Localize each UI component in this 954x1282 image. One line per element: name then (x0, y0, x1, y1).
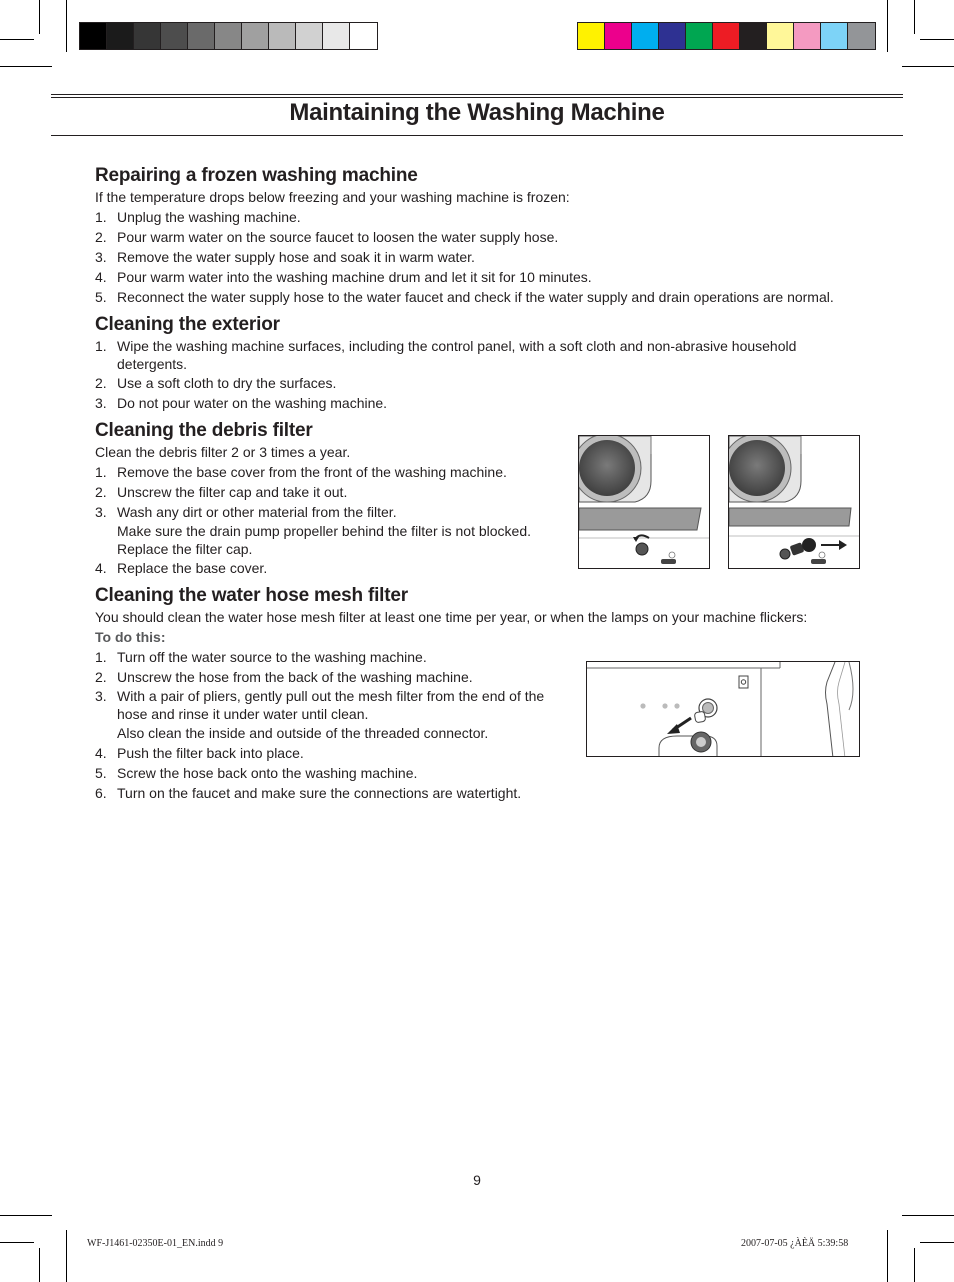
color-swatch (659, 23, 686, 49)
list-item (95, 482, 565, 502)
section-debris (95, 419, 565, 578)
step-text: With a pair of pliers, gently pull out the mesh filter from the end of the hose and rinse it under water until clean. (117, 688, 545, 722)
color-swatch (605, 23, 632, 49)
step-number: 4. (95, 269, 107, 285)
list-item (95, 267, 865, 287)
step-text: Pour warm water into the washing machine drum and let it sit for 10 minutes. (117, 269, 592, 285)
color-swatch (578, 23, 605, 49)
step-number: 2. (95, 669, 107, 685)
list-item (95, 763, 570, 783)
step-number: 2. (95, 484, 107, 500)
crop-mark (39, 0, 40, 34)
section-intro: Clean the debris filter 2 or 3 times a year. (95, 444, 351, 460)
crop-mark (887, 0, 888, 52)
section-heading: Cleaning the exterior (95, 314, 280, 335)
step-text: Unplug the washing machine. (117, 209, 301, 225)
section-exterior (95, 313, 865, 413)
color-swatch (323, 23, 350, 49)
section-intro: You should clean the water hose mesh filter at least one time per year, or when the lamps on your machine flickers: (95, 609, 808, 625)
step-text: Turn off the water source to the washing machine. (117, 649, 427, 665)
debris-filter-illustration-remove (728, 435, 860, 569)
step-text: Reconnect the water supply hose to the water faucet and check if the water supply and drain operations are normal. (117, 289, 834, 305)
crop-mark (887, 1230, 888, 1282)
color-calibration-bar (577, 22, 876, 50)
step-text: Unscrew the hose from the back of the washing machine. (117, 669, 473, 685)
steps-list (95, 207, 865, 307)
step-number: 1. (95, 464, 107, 480)
step-number: 5. (95, 765, 107, 781)
step-number: 4. (95, 560, 107, 576)
list-item (95, 227, 865, 247)
hose-connector-illustration (587, 662, 860, 757)
crop-mark (0, 66, 52, 67)
crop-mark (0, 1242, 34, 1243)
step-text: Wash any dirt or other material from the filter. (117, 504, 397, 520)
step-text: Do not pour water on the washing machine. (117, 395, 388, 411)
footer-timestamp: 2007-07-05 ¿ÀÈÄ 5:39:58 (741, 1238, 849, 1249)
title-rule-bottom (51, 135, 903, 136)
color-swatch (686, 23, 713, 49)
grayscale-calibration-bar (79, 22, 378, 50)
list-item (95, 373, 865, 393)
list-item (95, 687, 570, 743)
list-item (95, 558, 565, 578)
color-swatch (80, 23, 107, 49)
step-number: 5. (95, 289, 107, 305)
step-text: Push the filter back into place. (117, 745, 304, 761)
crop-mark (920, 39, 954, 40)
list-item (95, 393, 865, 413)
list-item (95, 743, 570, 763)
list-item (95, 667, 570, 687)
list-item (95, 502, 565, 558)
washing-machine-illustration (579, 436, 710, 569)
debris-filter-illustration-unscrew (578, 435, 710, 569)
color-swatch (632, 23, 659, 49)
step-number: 6. (95, 785, 107, 801)
color-swatch (821, 23, 848, 49)
step-number: 3. (95, 249, 107, 265)
list-item (95, 783, 570, 803)
step-number: 1. (95, 338, 107, 354)
crop-mark (902, 66, 954, 67)
steps-list (95, 647, 570, 803)
crop-mark (0, 39, 34, 40)
crop-mark (914, 0, 915, 34)
color-swatch (215, 23, 242, 49)
step-text: Screw the hose back onto the washing machine. (117, 765, 418, 781)
steps-list (95, 337, 865, 413)
step-text: Wipe the washing machine surfaces, including the control panel, with a soft cloth and non-abrasive household detergents. (117, 338, 797, 372)
step-note: Also clean the inside and outside of the threaded connector. (117, 725, 489, 741)
list-item (95, 247, 865, 267)
color-swatch (296, 23, 323, 49)
color-swatch (188, 23, 215, 49)
step-number: 4. (95, 745, 107, 761)
todo-label: To do this: (95, 629, 166, 645)
color-swatch (794, 23, 821, 49)
color-swatch (242, 23, 269, 49)
step-text: Remove the water supply hose and soak it in warm water. (117, 249, 475, 265)
step-number: 3. (95, 504, 107, 520)
step-text: Remove the base cover from the front of the washing machine. (117, 464, 507, 480)
crop-mark (66, 1230, 67, 1282)
step-number: 1. (95, 209, 107, 225)
hose-mesh-filter-illustration (586, 661, 860, 757)
steps-list (95, 462, 565, 578)
crop-mark (66, 0, 67, 52)
list-item (95, 287, 865, 307)
section-heading: Repairing a frozen washing machine (95, 165, 418, 186)
step-text: Pour warm water on the source faucet to loosen the water supply hose. (117, 229, 559, 245)
crop-mark (39, 1248, 40, 1282)
color-swatch (740, 23, 767, 49)
crop-mark (0, 1215, 52, 1216)
step-text: Use a soft cloth to dry the surfaces. (117, 375, 337, 391)
step-text: Unscrew the filter cap and take it out. (117, 484, 348, 500)
color-swatch (269, 23, 296, 49)
list-item (95, 647, 570, 667)
title-rule-top (51, 94, 903, 98)
list-item (95, 337, 865, 373)
list-item (95, 462, 565, 482)
step-number: 2. (95, 229, 107, 245)
section-heading: Cleaning the water hose mesh filter (95, 585, 408, 606)
color-swatch (107, 23, 134, 49)
color-swatch (848, 23, 875, 49)
color-swatch (767, 23, 794, 49)
color-swatch (713, 23, 740, 49)
color-swatch (134, 23, 161, 49)
step-number: 3. (95, 688, 107, 704)
step-number: 1. (95, 649, 107, 665)
step-note: Make sure the drain pump propeller behind the filter is not blocked. Replace the filter cap. (117, 523, 532, 557)
color-swatch (161, 23, 188, 49)
page-title: Maintaining the Washing Machine (289, 99, 665, 126)
page-number: 9 (473, 1172, 481, 1188)
crop-mark (914, 1248, 915, 1282)
section-frozen (95, 164, 865, 307)
list-item (95, 207, 865, 227)
step-text: Replace the base cover. (117, 560, 268, 576)
section-intro: If the temperature drops below freezing and your washing machine is frozen: (95, 189, 570, 205)
washing-machine-illustration (729, 436, 860, 569)
crop-mark (920, 1242, 954, 1243)
crop-mark (902, 1215, 954, 1216)
step-number: 2. (95, 375, 107, 391)
section-heading: Cleaning the debris filter (95, 420, 313, 441)
color-swatch (350, 23, 377, 49)
step-text: Turn on the faucet and make sure the connections are watertight. (117, 785, 522, 801)
footer-file-name: WF-J1461-02350E-01_EN.indd 9 (87, 1238, 224, 1249)
step-number: 3. (95, 395, 107, 411)
